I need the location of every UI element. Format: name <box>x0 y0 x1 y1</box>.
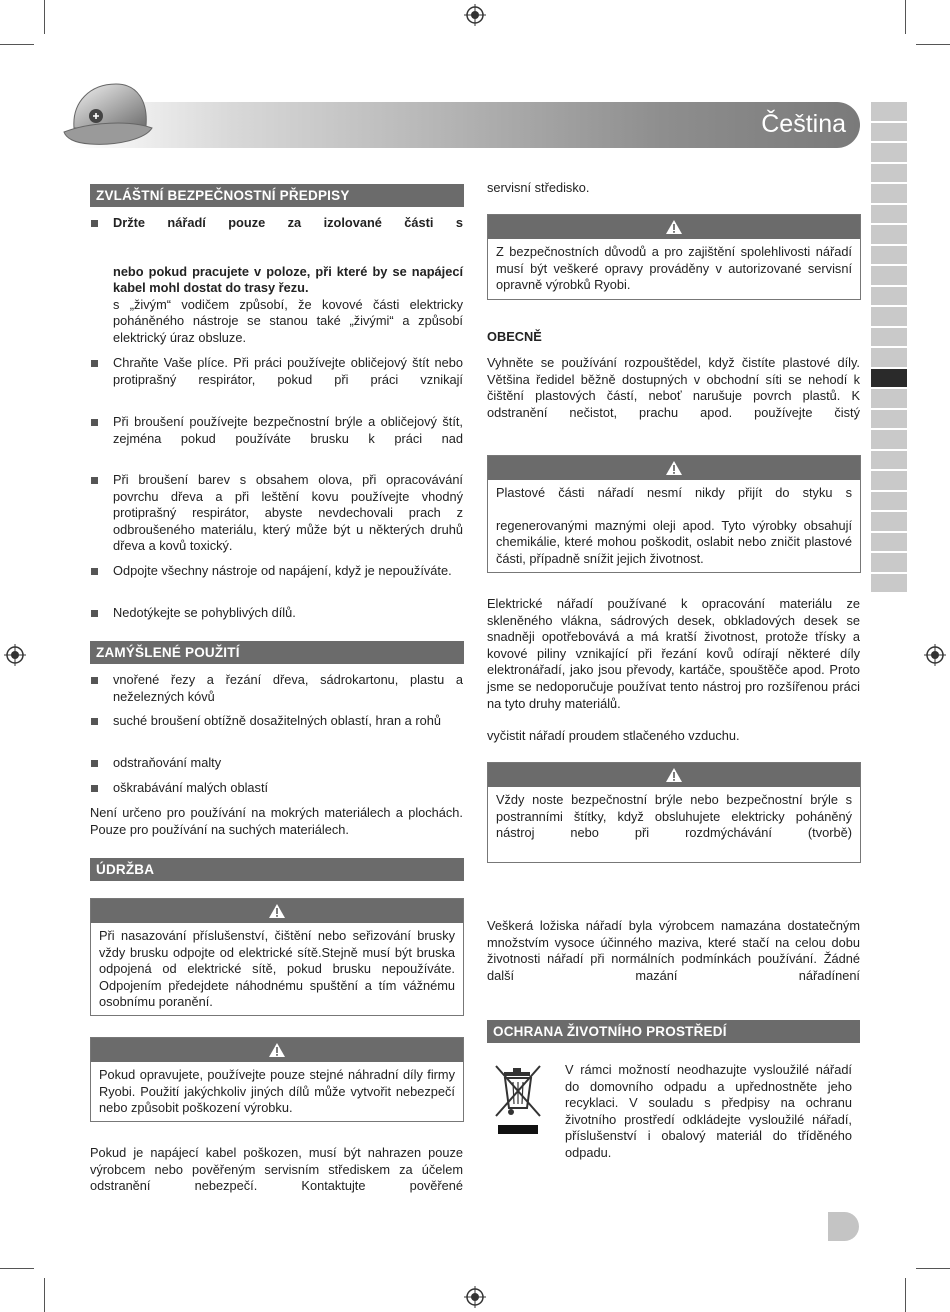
warning-triangle-icon <box>268 1042 286 1058</box>
tab-marker <box>871 430 907 449</box>
tab-marker <box>871 184 907 203</box>
list-item <box>113 713 463 730</box>
page-number-tab <box>828 1212 859 1241</box>
warning-bar <box>488 456 860 480</box>
item-text: vnořené řezy a řezání dřeva, sádrokartonu, plastu a neželezných kóvů <box>113 672 463 704</box>
paragraph: Pokud je napájecí kabel poškozen, musí být nahrazen pouze výrobcem nebo pověřeným servisním střediskem za účelem odstranění nebezpečí. Kontaktujte pověřené <box>90 1145 463 1194</box>
warning-text: Pokud opravujete, používejte pouze stejné náhradní díly firmy Ryobi. Použití jakýchkoliv jiných dílů může vytvořit nebezpečí nebo způsobit poškození výrobku. <box>99 1067 455 1116</box>
warning-bar <box>488 763 860 787</box>
warning-box <box>487 214 861 300</box>
warning-bar <box>91 899 463 923</box>
tab-marker <box>871 225 907 244</box>
section-heading-environment: OCHRANA ŽIVOTNÍHO PROSTŘEDÍ <box>487 1020 860 1043</box>
tab-marker-active <box>871 369 907 388</box>
bullet-icon <box>91 760 98 767</box>
item-text: s „živým“ vodičem způsobí, že kovové části elektricky poháněného nástroje se stanou také „živými“ a způsobí elektrický úraz obsluze. <box>113 296 463 345</box>
language-title: Čeština <box>761 110 846 138</box>
crosshair-icon <box>464 4 486 26</box>
tab-marker <box>871 410 907 429</box>
tab-marker <box>871 307 907 326</box>
header-banner <box>70 102 860 148</box>
warning-text: Vždy noste bezpečnostní brýle nebo bezpečnostní brýle s postranními štítky, když obsluhujete elektricky poháněný nástroj nebo při rozdmýchávání (tvorbě) <box>496 792 852 841</box>
list-item <box>113 472 463 555</box>
warning-text: regenerovanými maznými oleji apod. Tyto výrobky obsahují chemikálie, které mohou poškodit, oslabit nebo zničit plastové části, případně snížit jejich životnost. <box>496 517 852 566</box>
list-item <box>113 563 463 580</box>
item-text: suché broušení obtížně dosažitelných oblastí, hran a rohů <box>113 713 441 728</box>
tab-marker <box>871 123 907 142</box>
tab-marker <box>871 102 907 121</box>
bullet-icon <box>91 785 98 792</box>
item-text: Držte nářadí pouze za izolované části s <box>113 215 463 230</box>
warning-body <box>488 480 860 567</box>
paragraph: V rámci možností neodhazujte vysloužilé nářadí do domovního odpadu a upřednostněte jeho recyklaci. V souladu s předpisy na ochranu životního prostředí odkládejte vysloužilé nářadí, příslušenství i obalový materiál do tříděného odpadu. <box>565 1062 852 1160</box>
paragraph: vyčistit nářadí proudem stlačeného vzduchu. <box>487 728 740 743</box>
crop-mark <box>905 1278 906 1312</box>
crossed-bin-icon <box>492 1062 544 1136</box>
warning-triangle-icon <box>665 767 683 783</box>
warning-triangle-icon <box>268 903 286 919</box>
list-item <box>113 605 463 622</box>
tab-marker <box>871 328 907 347</box>
warning-box <box>487 762 861 863</box>
bullet-icon <box>91 677 98 684</box>
warning-box <box>90 898 464 1016</box>
tab-marker <box>871 553 907 572</box>
tab-marker <box>871 471 907 490</box>
list-item <box>113 672 463 705</box>
item-text: Při broušení používejte bezpečnostní brýle a obličejový štít, zejména pokud používáte brusku k práci nad <box>113 414 463 446</box>
list-item <box>113 215 463 347</box>
paragraph: Elektrické nářadí používané k opracování materiálu ze skleněného vlákna, sádrových desek, obkladových desek se snadněji opotřebovává a má kratší životnost, protože třísky a kovové piliny vznikající při řezání kovů odírají některé díly elektronářadí, jako jsou převody, kartáče, spouštěče apod. Proto jsme se nedoporučuje používat tento nástroj pro rozšířenou práci na tyto druhy materiálů. <box>487 596 860 711</box>
list-item <box>113 780 463 797</box>
list-item <box>113 414 463 447</box>
list-item <box>113 755 463 772</box>
paragraph: Vyhněte se používání rozpouštědel, když čistíte plastové díly. Většina ředidel běžně dostupných v obchodní síti se nehodí k čištění plastových částí, neboť narušuje povrch plastů. K odstranění nečistot, prachu apod. používejte čistý <box>487 355 860 420</box>
warning-text: Z bezpečnostních důvodů a pro zajištění spolehlivosti nářadí musí být veškeré opravy prováděny v autorizované servisní opravně výrobků Ryobi. <box>496 244 852 293</box>
tab-marker <box>871 451 907 470</box>
crop-mark <box>44 0 45 34</box>
crop-mark <box>905 0 906 34</box>
tab-marker <box>871 574 907 593</box>
warning-bar <box>488 215 860 239</box>
bullet-icon <box>91 718 98 725</box>
crop-mark <box>916 1268 950 1269</box>
crosshair-icon <box>4 644 26 666</box>
tab-marker <box>871 492 907 511</box>
tab-marker <box>871 143 907 162</box>
warning-triangle-icon <box>665 219 683 235</box>
warning-text: Plastové části nářadí nesmí nikdy přijít do styku s <box>496 485 852 500</box>
crop-mark <box>0 1268 34 1269</box>
warning-text: Při nasazování příslušenství, čištění nebo seřizování brusky vždy brusku odpojte od elektrické sítě.Stejně musí být bruska odpojená od elektrické sítě, pokud brusku nepoužíváte. Odpojením předejdete náhodnému spuštění a tím vážnému osobnímu poranění. <box>99 928 455 1010</box>
tab-marker <box>871 246 907 265</box>
item-text: Odpojte všechny nástroje od napájení, když je nepoužíváte. <box>113 563 452 578</box>
subheading-general: OBECNĚ <box>487 329 542 344</box>
crop-mark <box>0 44 34 45</box>
item-text: Nedotýkejte se pohyblivých dílů. <box>113 605 296 620</box>
list-item <box>113 355 463 388</box>
bullet-icon <box>91 568 98 575</box>
tab-marker <box>871 348 907 367</box>
paragraph: servisní středisko. <box>487 180 590 195</box>
tab-marker <box>871 533 907 552</box>
crosshair-icon <box>464 1286 486 1308</box>
tab-marker <box>871 287 907 306</box>
bullet-icon <box>91 419 98 426</box>
bullet-icon <box>91 477 98 484</box>
tab-marker <box>871 266 907 285</box>
item-text: Chraňte Vaše plíce. Při práci používejte obličejový štít nebo protiprašný respirátor, pokud při práci vznikají <box>113 355 463 387</box>
section-tabs <box>871 102 907 594</box>
item-text: Při broušení barev s obsahem olova, při opracovávání povrchu dřeva a při leštění kovu používejte vhodný protiprašný respirátor, abyste nevdechovali prach z odbroušeného materiálu, který může být u některých druhů dřeva a kovů toxický. <box>113 472 463 554</box>
paragraph: Není určeno pro používání na mokrých materiálech a plochách. Pouze pro používání na suchých materiálech. <box>90 805 463 837</box>
warning-bar <box>91 1038 463 1062</box>
warning-box <box>487 455 861 573</box>
bullet-icon <box>91 360 98 367</box>
item-text: oškrabávání malých oblastí <box>113 780 269 795</box>
crop-mark <box>916 44 950 45</box>
bullet-icon <box>91 610 98 617</box>
crop-mark <box>44 1278 45 1312</box>
bullet-icon <box>91 220 98 227</box>
item-text: nebo pokud pracujete v poloze, při které by se napájecí kabel mohl dostat do trasy řezu. <box>113 263 463 296</box>
section-heading-safety: ZVLÁŠTNÍ BEZPEČNOSTNÍ PŘEDPISY <box>90 184 464 207</box>
warning-triangle-icon <box>665 460 683 476</box>
section-heading-maintenance: ÚDRŽBA <box>90 858 464 881</box>
crosshair-icon <box>924 644 946 666</box>
hard-hat-icon <box>60 76 156 150</box>
tab-marker <box>871 164 907 183</box>
paragraph: Veškerá ložiska nářadí byla výrobcem namazána dostatečným množstvím vysoce účinného maziva, které stačí na celou dobu životnosti nářadí při normálních podmínkách používání. Žádné další mazání nářadínení <box>487 918 860 983</box>
tab-marker <box>871 205 907 224</box>
warning-box <box>90 1037 464 1122</box>
section-heading-use: ZAMÝŠLENÉ POUŽITÍ <box>90 641 464 664</box>
tab-marker <box>871 389 907 408</box>
item-text: odstraňování malty <box>113 755 222 770</box>
tab-marker <box>871 512 907 531</box>
